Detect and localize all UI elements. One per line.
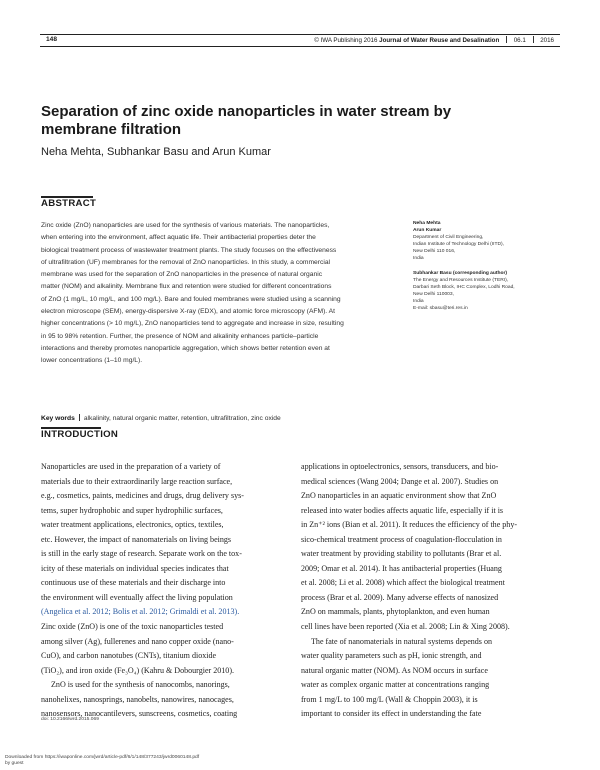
body-line: The fate of nanomaterials in natural systems depends on bbox=[311, 636, 492, 646]
affiliation-line: India bbox=[413, 256, 424, 262]
affiliation-line: India bbox=[413, 298, 424, 304]
body-line: in Zn⁺² ions (Bian et al. 2011). It reduces the efficiency of the phy- bbox=[301, 520, 518, 530]
title-line: membrane filtration bbox=[41, 121, 182, 138]
abstract-line: of ZnO (1 mg/L, 10 mg/L, and 100 mg/L). Bare and fouled membranes were studied using a scanning bbox=[41, 295, 341, 303]
abstract-line: when entering into the environment, affect aquatic life. Their antibacterial properties deter the bbox=[41, 234, 316, 242]
body-line: among silver (Ag), fullerenes and nano copper oxide (nano- bbox=[41, 636, 234, 646]
header-rule-top bbox=[40, 34, 560, 35]
body-line: applications in optoelectronics, sensors, transducers, and bio- bbox=[301, 462, 499, 471]
body-line: (TiO₂), and iron oxide (Fe₃O₄) (Kahru & Dobourgier 2010). bbox=[41, 665, 235, 675]
body-line-citation[interactable]: (Angelica et al. 2012; Bolis et al. 2012; Grimaldi et al. 2013). bbox=[41, 607, 240, 617]
abstract-line: lower concentrations (1–10 mg/L). bbox=[41, 357, 143, 365]
body-line: 2009; Omar et al. 2014). It has antibacterial properties (Huang bbox=[301, 563, 502, 573]
body-line: from 1 mg/L to 100 mg/L (Wall & Choppin 2003), it is bbox=[301, 694, 478, 704]
body-line: water as complex organic matter at concentrations ranging bbox=[301, 680, 490, 690]
body-line: water quality parameters such as pH, ionic strength, and bbox=[301, 651, 482, 661]
running-header bbox=[314, 36, 554, 44]
copyright-notice: © IWA Publishing 2016 bbox=[314, 37, 378, 44]
article-title bbox=[41, 103, 461, 139]
abstract-heading: ABSTRACT bbox=[41, 198, 97, 209]
doi-reference[interactable]: doi: 10.2166/wrd.2015.069 bbox=[41, 717, 99, 722]
abstract-line: of ultrafiltration (UF) membranes for the removal of ZnO nanoparticles. In this study, a commercial bbox=[41, 258, 331, 266]
affiliation-block bbox=[413, 270, 563, 313]
body-line: water treatment by providing stability to pollutants (Brar et al. bbox=[301, 549, 502, 559]
body-line: sico-chemical treatment process of coagulation-flocculation in bbox=[301, 534, 502, 544]
download-line: by guest bbox=[5, 761, 24, 766]
affiliation-line: New Delhi 110 016, bbox=[413, 249, 456, 255]
abstract-line: higher concentrations (> 10 mg/L), ZnO nanoparticles tend to aggregate and increase in size, resulting bbox=[41, 320, 344, 328]
page-number: 148 bbox=[46, 36, 58, 43]
header-rule-bottom bbox=[40, 46, 560, 47]
body-line: et al. 2008; Li et al. 2008) which affect the biological treatment bbox=[301, 578, 505, 588]
affiliation-author-name: Arun Kumar bbox=[413, 228, 442, 234]
body-line: ZnO is used for the synthesis of nanocombs, nanorings, bbox=[51, 680, 230, 690]
abstract-body bbox=[41, 220, 393, 368]
introduction-heading: INTRODUCTION bbox=[41, 429, 119, 440]
keywords-list: alkalinity, natural organic matter, retention, ultrafiltration, zinc oxide bbox=[83, 415, 281, 422]
affiliation-line: New Delhi 110003, bbox=[413, 291, 454, 297]
corresponding-email[interactable]: E-mail: sbasu@teri.res.in bbox=[413, 306, 468, 312]
body-line: materials due to their extraordinarily large reaction surface, bbox=[41, 476, 233, 486]
abstract-line: in 95 to 98% retention. Further, the presence of NOM and alkalinity enhances particle–particle bbox=[41, 332, 319, 340]
body-column-left bbox=[41, 460, 291, 722]
body-line: ZnO on mammals, plants, phytoplankton, and even human bbox=[301, 607, 490, 617]
body-line: Nanoparticles are used in the preparation of a variety of bbox=[41, 462, 221, 471]
journal-name[interactable]: Journal of Water Reuse and Desalination bbox=[379, 37, 500, 44]
body-line: medical sciences (Wang 2004; Dange et al. 2007). Studies on bbox=[301, 476, 499, 486]
title-line: Separation of zinc oxide nanoparticles in water stream by bbox=[41, 103, 452, 120]
body-line: e.g., cosmetics, paints, medicines and drugs, drug delivery sys- bbox=[41, 491, 244, 501]
author-list: Neha Mehta, Subhankar Basu and Arun Kumar bbox=[41, 146, 271, 158]
affiliation-block bbox=[413, 220, 563, 263]
body-line: important to consider its effect in understanding the fate bbox=[301, 709, 482, 719]
affiliation-line: Department of Civil Engineering, bbox=[413, 235, 484, 241]
body-line: nanohelixes, nanosprings, nanobelts, nanowires, nanocages, bbox=[41, 694, 234, 704]
download-line[interactable]: Downloaded from https://iwaponline.com/jwrd/article-pdf/6/1/148/377243/jwrd0060148.pdf bbox=[5, 755, 200, 760]
affiliation-author-name: Subhankar Basu (corresponding author) bbox=[413, 270, 508, 276]
body-column-right bbox=[301, 460, 559, 722]
body-line: icity of these materials on individual species indicates that bbox=[41, 563, 229, 573]
body-line: the environment will eventually affect the living population bbox=[41, 592, 233, 602]
body-line: water treatment applications, electronics, optics, textiles, bbox=[41, 520, 224, 530]
affiliation-line: Indian Institute of Technology Delhi (IITD), bbox=[413, 242, 504, 248]
affiliation-line: The Energy and Resources Institute (TERI), bbox=[413, 277, 509, 283]
body-line: tems, super hydrophobic and super hydrophilic surfaces, bbox=[41, 505, 223, 515]
body-line: natural organic matter (NOM). As NOM occurs in surface bbox=[301, 665, 488, 675]
body-line: is still in the early stage of research. Separate work on the tox- bbox=[41, 549, 242, 559]
abstract-line: Zinc oxide (ZnO) nanoparticles are used for the synthesis of various materials. The nanoparticles, bbox=[41, 222, 330, 229]
keywords-line bbox=[41, 414, 393, 422]
body-line: cell lines have been reported (Xia et al. 2008; Lin & Xing 2008). bbox=[301, 622, 510, 632]
abstract-line: electron microscope (SEM), energy-dispersive X-ray (EDX), and atomic force microscopy (AFM). At bbox=[41, 308, 335, 316]
abstract-line: membrane was used for the separation of ZnO nanoparticles in the presence of natural organic bbox=[41, 271, 323, 279]
affiliation-line: Darbari Seth Block, IHC Complex, Lodhi Road, bbox=[413, 284, 515, 290]
header-separator bbox=[533, 36, 534, 43]
keywords-separator bbox=[79, 414, 80, 421]
body-line: CuO), and carbon nanotubes (CNTs), titanium dioxide bbox=[41, 651, 217, 661]
download-notice bbox=[5, 755, 199, 767]
body-line: process (Brar et al. 2009). Many adverse effects of nanosized bbox=[301, 592, 499, 602]
issue-number: 06.1 bbox=[513, 37, 526, 44]
body-line: continuous use of these materials and their discharge into bbox=[41, 578, 226, 588]
affiliation-author-name: Neha Mehta bbox=[413, 221, 441, 226]
abstract-line: matter (NOM) and alkalinity. Membrane flux and retention were studied for different concentrations bbox=[41, 283, 332, 291]
body-line: nanosensors, nanocantilevers, sunscreens, cosmetics, coating bbox=[41, 709, 238, 719]
abstract-line: interactions and thereby promotes nanoparticle aggregation, which shows better retention even at bbox=[41, 344, 330, 352]
body-line: ZnO nanoparticles in an aquatic environment show that ZnO bbox=[301, 491, 497, 501]
abstract-line: biological treatment process of wastewater treatment plants. The study focuses on the effectiveness bbox=[41, 246, 337, 254]
keywords-label: Key words bbox=[41, 415, 75, 422]
body-line: released into water bodies affects aquatic life, especially if it is bbox=[301, 505, 504, 515]
body-line: Zinc oxide (ZnO) is one of the toxic nanoparticles tested bbox=[41, 622, 224, 632]
author-affiliations bbox=[413, 220, 563, 319]
header-separator bbox=[506, 36, 507, 43]
body-line: etc. However, the impact of nanomaterials on living beings bbox=[41, 534, 232, 544]
issue-year: 2016 bbox=[540, 37, 554, 44]
